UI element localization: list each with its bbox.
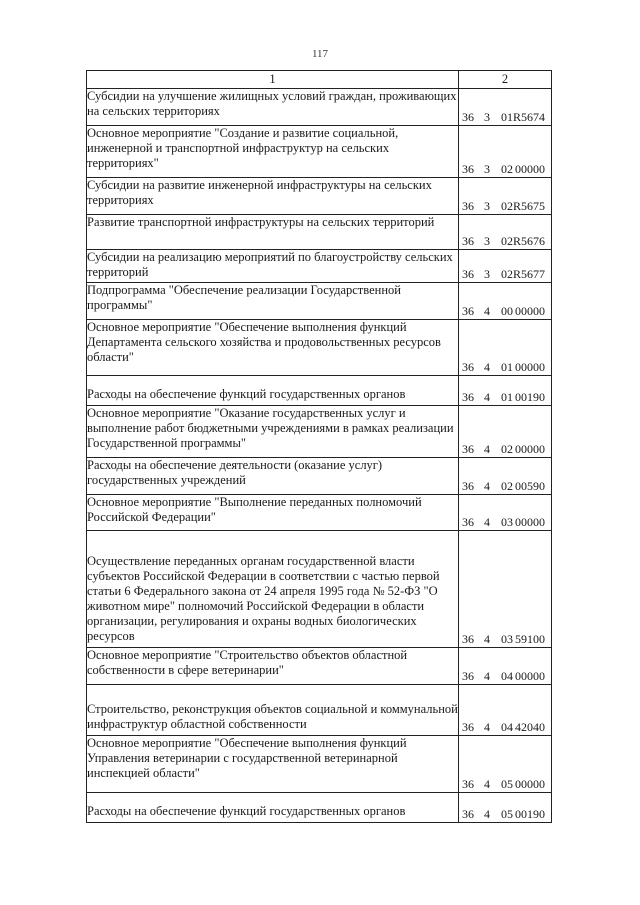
- code-subprogram: 3: [484, 199, 490, 213]
- code-program: 36: [462, 720, 474, 734]
- table-row: [87, 283, 552, 320]
- code-subprogram: 4: [484, 632, 490, 646]
- code-measure: 02: [501, 479, 513, 493]
- code-subprogram: 3: [484, 267, 490, 281]
- code-program: 36: [462, 199, 474, 213]
- code-program: 36: [462, 515, 474, 529]
- code-direction: R5676: [512, 234, 545, 248]
- row-description: Развитие транспортной инфраструктуры на сельских территорий: [87, 215, 459, 250]
- code-measure: 03: [501, 515, 513, 529]
- code-measure: 01: [501, 110, 513, 124]
- row-description: Основное мероприятие "Строительство объектов областной собственности в сфере ветеринарии": [87, 648, 459, 685]
- table-row: [87, 531, 552, 648]
- code-measure: 04: [501, 669, 513, 683]
- code-measure: 02: [501, 199, 513, 213]
- code-subprogram: 3: [484, 110, 490, 124]
- code-subprogram: 4: [484, 442, 490, 456]
- row-code: [459, 250, 552, 283]
- code-subprogram: 4: [484, 479, 490, 493]
- code-direction: 00000: [515, 515, 545, 529]
- table-row: [87, 126, 552, 178]
- table-row: [87, 648, 552, 685]
- code-measure: 05: [501, 777, 513, 791]
- row-description: Основное мероприятие "Обеспечение выполнения функций Департамента сельского хозяйства и продовольственных ресурсов области": [87, 320, 459, 376]
- code-direction: 00190: [515, 807, 545, 821]
- row-code: [459, 736, 552, 793]
- code-direction: R5675: [512, 199, 545, 213]
- code-direction: 00000: [515, 162, 545, 176]
- header-col-2: 2: [459, 71, 552, 89]
- table-row: [87, 736, 552, 793]
- code-direction: 42040: [515, 720, 545, 734]
- code-program: 36: [462, 162, 474, 176]
- row-code: [459, 458, 552, 495]
- row-code: [459, 685, 552, 736]
- code-measure: 01: [501, 360, 513, 374]
- code-subprogram: 4: [484, 720, 490, 734]
- code-program: 36: [462, 360, 474, 374]
- header-col-1: 1: [87, 71, 459, 89]
- row-description: Субсидии на реализацию мероприятий по благоустройству сельских территорий: [87, 250, 459, 283]
- code-measure: 02: [501, 162, 513, 176]
- row-description: Подпрограмма "Обеспечение реализации Государственной программы": [87, 283, 459, 320]
- code-program: 36: [462, 110, 474, 124]
- code-subprogram: 4: [484, 390, 490, 404]
- row-code: [459, 793, 552, 823]
- row-code: [459, 126, 552, 178]
- code-program: 36: [462, 807, 474, 821]
- code-direction: 00000: [515, 304, 545, 318]
- code-subprogram: 4: [484, 304, 490, 318]
- table-row: [87, 89, 552, 126]
- code-program: 36: [462, 632, 474, 646]
- row-description: Расходы на обеспечение деятельности (оказание услуг) государственных учреждений: [87, 458, 459, 495]
- code-direction: 00190: [515, 390, 545, 404]
- table-row: [87, 406, 552, 458]
- code-direction: 00000: [515, 777, 545, 791]
- code-subprogram: 3: [484, 234, 490, 248]
- row-code: [459, 283, 552, 320]
- table-row: [87, 215, 552, 250]
- table-row: [87, 250, 552, 283]
- row-description: Субсидии на развитие инженерной инфраструктуры на сельских территориях: [87, 178, 459, 215]
- row-code: [459, 531, 552, 648]
- row-description: Расходы на обеспечение функций государственных органов: [87, 376, 459, 406]
- page-number: 117: [311, 48, 329, 60]
- code-program: 36: [462, 479, 474, 493]
- row-code: [459, 178, 552, 215]
- code-direction: 00590: [515, 479, 545, 493]
- code-subprogram: 4: [484, 669, 490, 683]
- row-description: Строительство, реконструкция объектов социальной и коммунальной инфраструктур областной собственности: [87, 685, 459, 736]
- table-row: [87, 793, 552, 823]
- row-code: [459, 89, 552, 126]
- code-direction: 00000: [515, 360, 545, 374]
- table-row: [87, 685, 552, 736]
- table-row: [87, 320, 552, 376]
- code-measure: 02: [501, 234, 513, 248]
- row-code: [459, 648, 552, 685]
- table-row: [87, 178, 552, 215]
- code-program: 36: [462, 267, 474, 281]
- code-measure: 04: [501, 720, 513, 734]
- code-subprogram: 4: [484, 360, 490, 374]
- row-code: [459, 376, 552, 406]
- row-code: [459, 406, 552, 458]
- row-description: Осуществление переданных органам государственной власти субъектов Российской Федерации в соответствии с частью первой статьи 6 Федерального закона от 24 апреля 1995 года № 52-ФЗ "О животном мире" полномочий Российской Федерации в области организации, регулирования и охраны водных биологических ресурсов: [87, 531, 459, 648]
- code-measure: 01: [501, 390, 513, 404]
- code-program: 36: [462, 390, 474, 404]
- budget-table: [86, 70, 552, 823]
- code-subprogram: 3: [484, 162, 490, 176]
- code-subprogram: 4: [484, 515, 490, 529]
- row-code: [459, 215, 552, 250]
- code-direction: R5677: [512, 267, 545, 281]
- row-description: Основное мероприятие "Оказание государственных услуг и выполнение работ бюджетными учреждениями в рамках реализации Государственной программы": [87, 406, 459, 458]
- code-direction: R5674: [512, 110, 545, 124]
- code-program: 36: [462, 234, 474, 248]
- row-description: Основное мероприятие "Создание и развитие социальной, инженерной и транспортной инфраструктур на сельских территориях": [87, 126, 459, 178]
- table-row: [87, 495, 552, 531]
- code-program: 36: [462, 669, 474, 683]
- code-program: 36: [462, 777, 474, 791]
- code-direction: 00000: [515, 442, 545, 456]
- code-measure: 00: [501, 304, 513, 318]
- row-description: Субсидии на улучшение жилищных условий граждан, проживающих на сельских территориях: [87, 89, 459, 126]
- code-subprogram: 4: [484, 777, 490, 791]
- row-code: [459, 320, 552, 376]
- table-header-row: [87, 71, 552, 89]
- code-subprogram: 4: [484, 807, 490, 821]
- code-direction: 59100: [515, 632, 545, 646]
- row-description: Основное мероприятие "Выполнение переданных полномочий Российской Федерации": [87, 495, 459, 531]
- code-program: 36: [462, 442, 474, 456]
- row-code: [459, 495, 552, 531]
- code-measure: 03: [501, 632, 513, 646]
- row-description: Основное мероприятие "Обеспечение выполнения функций Управления ветеринарии с государственной ветеринарной инспекцией области": [87, 736, 459, 793]
- code-measure: 05: [501, 807, 513, 821]
- code-direction: 00000: [515, 669, 545, 683]
- table-row: [87, 458, 552, 495]
- code-measure: 02: [501, 442, 513, 456]
- code-measure: 02: [501, 267, 513, 281]
- row-description: Расходы на обеспечение функций государственных органов: [87, 793, 459, 823]
- code-program: 36: [462, 304, 474, 318]
- table-row: [87, 376, 552, 406]
